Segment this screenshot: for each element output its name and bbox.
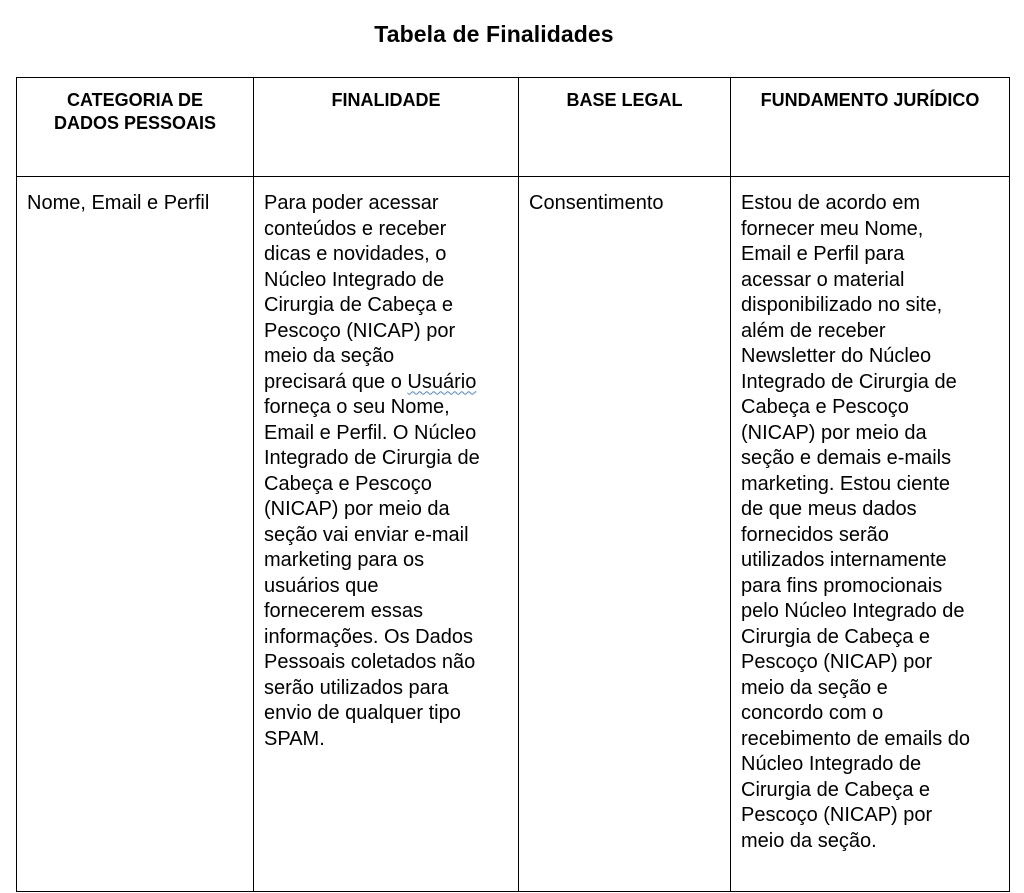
- cell-categoria: [17, 177, 254, 892]
- finalidade-line: Integrado de Cirurgia de: [264, 447, 480, 469]
- fundamento-line: Núcleo Integrado de: [741, 753, 922, 775]
- fundamento-line: Cabeça e Pescoço: [741, 396, 909, 418]
- finalidade-line: forneça o seu Nome,: [264, 396, 450, 418]
- finalidade-line: Cirurgia de Cabeça e: [264, 294, 453, 316]
- fundamento-line: concordo com o: [741, 702, 884, 724]
- fundamento-line: Newsletter do Núcleo: [741, 345, 932, 367]
- finalidade-line: conteúdos e receber: [264, 217, 447, 240]
- fundamento-line: (NICAP) por meio da: [741, 421, 927, 444]
- base-legal-text: Consentimento: [529, 192, 664, 214]
- fundamento-line: Estou de acordo em: [741, 192, 920, 214]
- purposes-table: [16, 77, 1010, 892]
- document-title: Tabela de Finalidades: [374, 21, 614, 47]
- header-finalidade: [254, 78, 519, 177]
- finalidade-line: Pescoço (NICAP) por: [264, 319, 456, 342]
- header-fundamento: [731, 78, 1010, 177]
- finalidade-line: SPAM.: [264, 727, 325, 750]
- fundamento-line: seção e demais e-mails: [741, 447, 952, 469]
- finalidade-line: Cabeça e Pescoço: [264, 472, 432, 495]
- cell-base-legal: [519, 177, 731, 892]
- fundamento-line: utilizados internamente: [741, 549, 947, 571]
- finalidade-line: usuários que: [264, 574, 379, 597]
- finalidade-line: Para poder acessar: [264, 192, 439, 214]
- fundamento-line: Cirurgia de Cabeça e: [741, 625, 930, 648]
- fundamento-line: acessar o material: [741, 268, 905, 291]
- fundamento-line: meio da seção.: [741, 829, 877, 852]
- fundamento-line: Pescoço (NICAP) por: [741, 651, 933, 673]
- finalidade-line: envio de qualquer tipo: [264, 702, 461, 724]
- fundamento-line: pelo Núcleo Integrado de: [741, 600, 965, 622]
- cell-finalidade: [254, 177, 519, 892]
- finalidade-line: (NICAP) por meio da: [264, 498, 450, 520]
- finalidade-line: fornecerem essas: [264, 600, 423, 622]
- fundamento-line: Cirurgia de Cabeça e: [741, 778, 930, 801]
- categoria-text: Nome, Email e Perfil: [27, 192, 210, 214]
- fundamento-line: Email e Perfil para: [741, 243, 905, 265]
- finalidade-line: informações. Os Dados: [264, 625, 473, 648]
- finalidade-line: meio da seção: [264, 345, 395, 367]
- fundamento-line: Pescoço (NICAP) por: [741, 804, 933, 826]
- finalidade-flagged-line: [264, 370, 508, 396]
- finalidade-line: marketing para os: [264, 549, 425, 571]
- header-categoria: [17, 78, 254, 177]
- fundamento-line: marketing. Estou ciente: [741, 472, 950, 495]
- finalidade-text-before: [264, 191, 508, 370]
- fundamento-line: recebimento de emails do: [741, 727, 971, 750]
- table-header-row: [17, 78, 1010, 177]
- finalidade-text-after: [264, 395, 508, 752]
- cell-fundamento: [731, 177, 1010, 892]
- fundamento-line: Integrado de Cirurgia de: [741, 370, 957, 393]
- finalidade-line: dicas e novidades, o: [264, 243, 447, 265]
- finalidade-line: Núcleo Integrado de: [264, 268, 445, 291]
- header-base-legal-label: BASE LEGAL: [566, 90, 683, 110]
- finalidade-line: Pessoais coletados não: [264, 651, 476, 673]
- finalidade-line: serão utilizados para: [264, 676, 449, 699]
- finalidade-line: Email e Perfil. O Núcleo: [264, 421, 477, 444]
- table-row: [17, 177, 1010, 892]
- header-categoria-line-1: CATEGORIA DE: [66, 90, 203, 110]
- fundamento-line: além de receber: [741, 319, 886, 342]
- header-categoria-line-2: DADOS PESSOAIS: [53, 113, 217, 133]
- finalidade-flagged-prefix: precisará que o: [264, 370, 408, 393]
- fundamento-line: meio da seção e: [741, 676, 888, 699]
- fundamento-line: disponibilizado no site,: [741, 294, 943, 316]
- header-base-legal: [519, 78, 731, 177]
- header-fundamento-label: FUNDAMENTO JURÍDICO: [760, 90, 980, 110]
- fundamento-line: para fins promocionais: [741, 574, 943, 597]
- fundamento-text: [741, 191, 999, 854]
- spellcheck-flagged-word[interactable]: Usuário: [407, 370, 477, 393]
- header-finalidade-label: FINALIDADE: [331, 90, 441, 110]
- fundamento-line: de que meus dados: [741, 498, 917, 520]
- fundamento-line: fornecidos serão: [741, 523, 889, 546]
- fundamento-line: fornecer meu Nome,: [741, 217, 924, 240]
- finalidade-line: seção vai enviar e-mail: [264, 523, 469, 546]
